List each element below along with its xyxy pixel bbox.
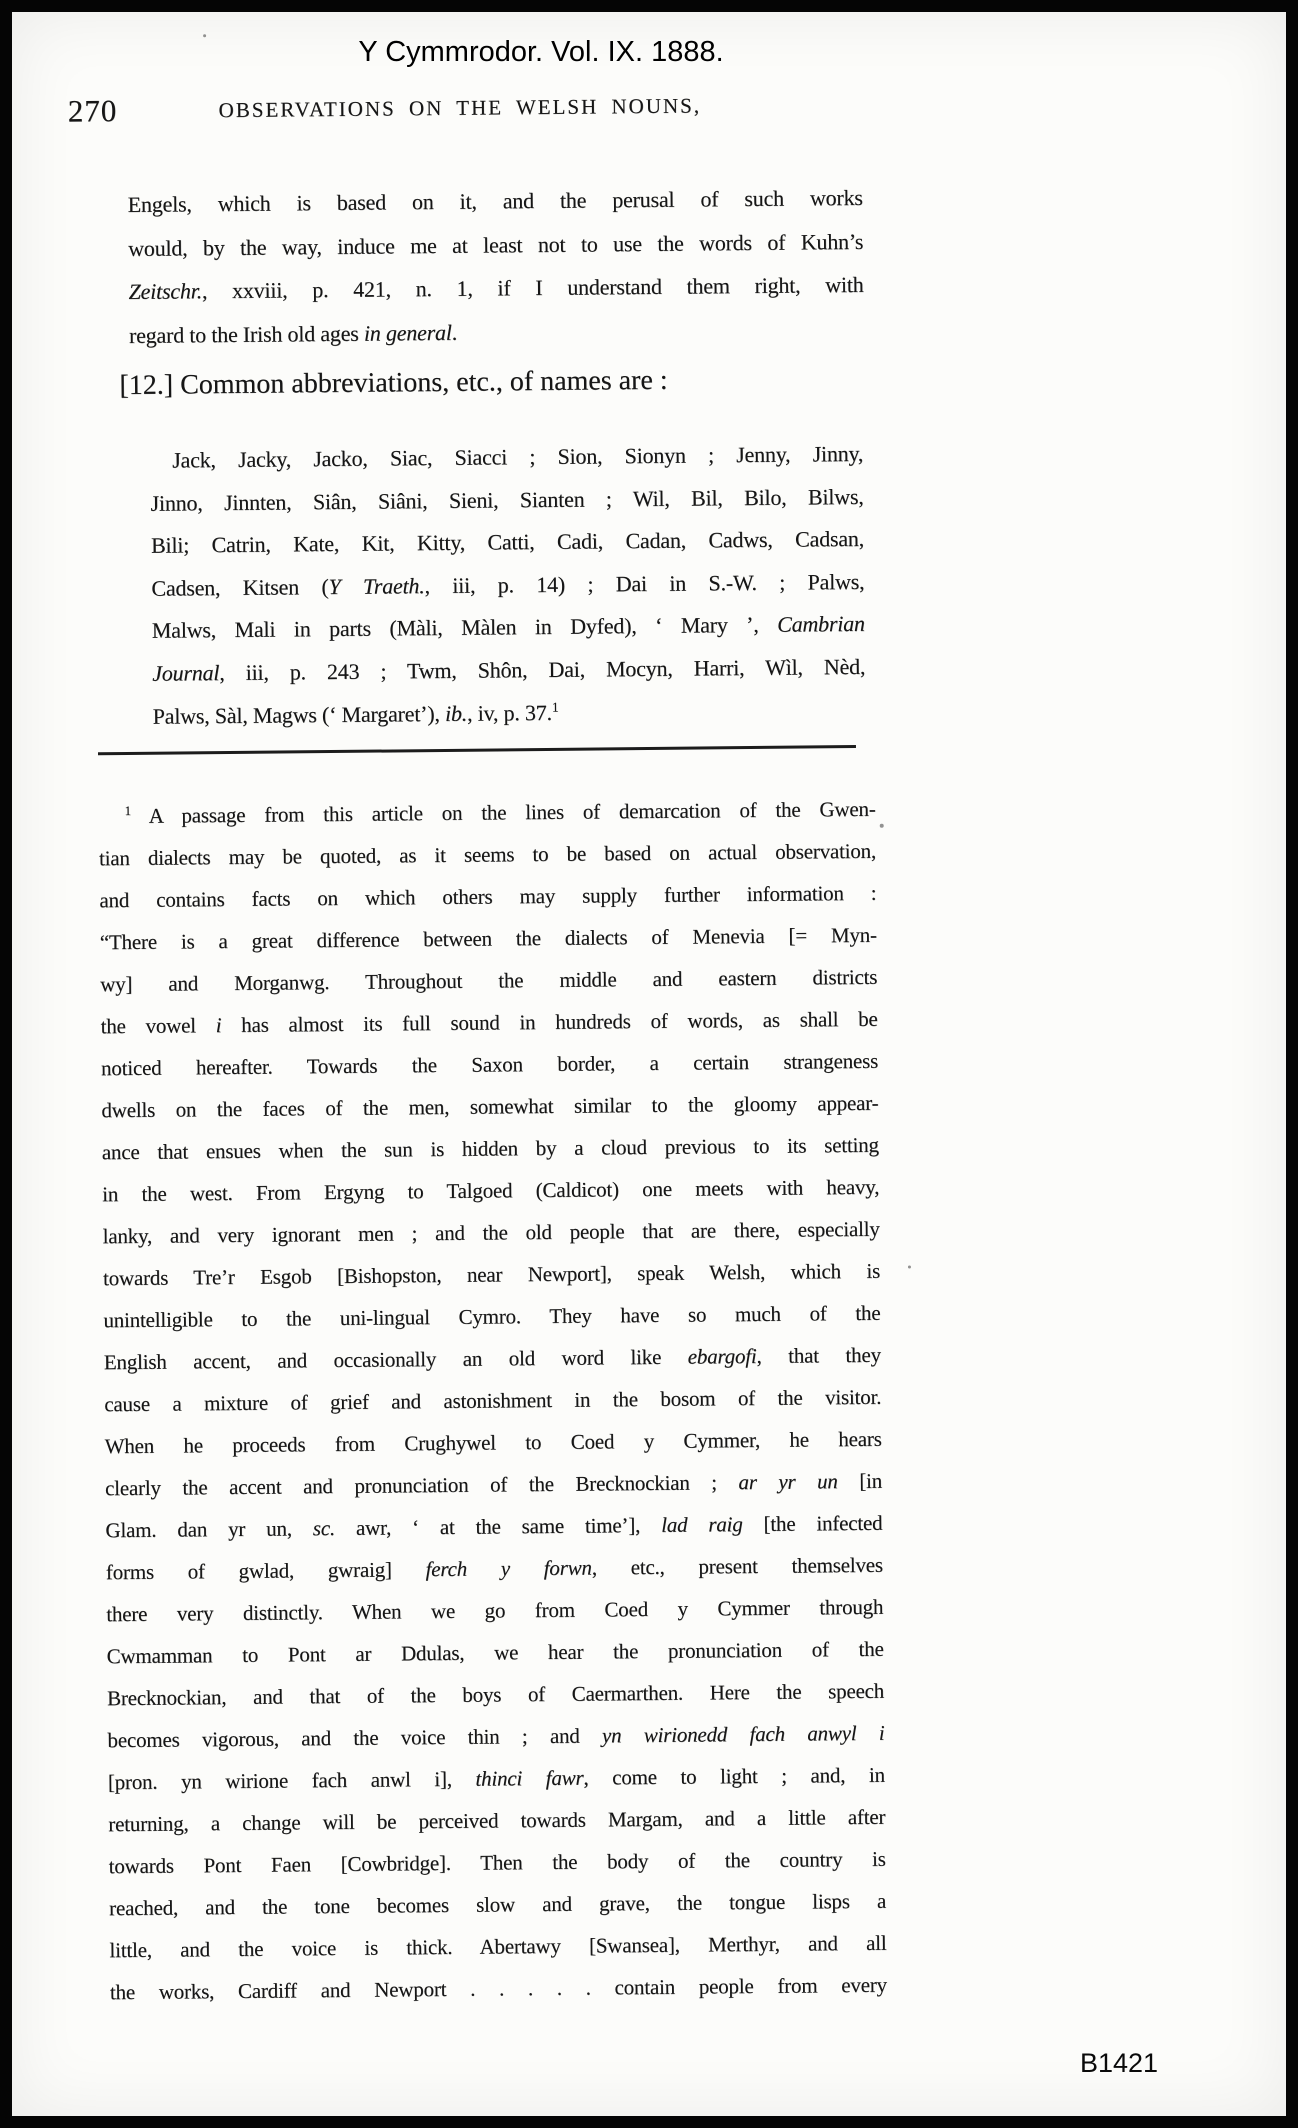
text-line: and contains facts on which others may supply further information : [99,880,877,913]
text-line: the works, Cardiff and Newport . . . . . contain people from every [109,1972,887,2005]
text-line: Zeitschr., xxviii, p. 421, n. 1, if I understand them right, with [128,271,864,304]
names-paragraph [150,433,866,738]
text-line: lanky, and very ignorant men ; and the old people that are there, especially [102,1216,880,1249]
text-line: “There is a great difference between the dialects of Menevia [= Myn- [99,922,877,955]
page-number: 270 [67,93,118,129]
text-line: there very distinctly. When we go from Coed y Cymmer through [106,1594,884,1627]
text-line: Brecknockian, and that of the boys of Caermarthen. Here the speech [106,1678,885,1711]
text-line: reached, and the tone becomes slow and grave, the tongue lisps a [108,1888,887,1921]
text-line: $^1$ A passage from this article on the lines of demarcation of the Gwen- [124,796,876,828]
scanned-page [12,12,1286,2116]
text-line: tian dialects may be quoted, as it seems to be based on actual observation, [98,838,877,871]
text-line: unintelligible to the uni-lingual Cymro. They have so much of the [103,1300,881,1333]
footnote [98,788,887,2013]
text-line: returning, a change will be perceived towards Margam, and a little after [108,1804,886,1837]
text-line: Jinno, Jinnten, Siân, Siâni, Sieni, Sianten ; Wil, Bil, Bilo, Bilws, [150,483,864,516]
text-line: ance that ensues when the sun is hidden by a cloud previous to its setting [101,1132,879,1165]
text-line: When he proceeds from Crughywel to Coed y Cymmer, he hears [104,1426,882,1459]
scan-speckle [880,824,884,828]
text-line: clearly the accent and pronunciation of the Brecknockian ; ar yr un [in [104,1468,883,1501]
text-line: Glam. dan yr un, sc. awr, ‘ at the same time’], lad raig [the infected [105,1510,883,1543]
text-line: the vowel i has almost its full sound in hundreds of words, as shall be [100,1006,878,1039]
text-line: forms of gwlad, gwraig] ferch y forwn, etc., present themselves [105,1552,883,1585]
text-line: [pron. yn wirione fach anwl i], thinci fawr, come to light ; and, in [107,1762,885,1795]
text-line: English accent, and occasionally an old word like ebargofi, that they [103,1342,881,1375]
section-heading: [12.] Common abbreviations, etc., of names are : [119,364,668,402]
text-line: Cwmamman to Pont ar Ddulas, we hear the pronunciation of the [106,1636,884,1669]
text-line: little, and the voice is thick. Abertawy [Swansea], Merthyr, and all [109,1930,887,1963]
text-line: dwells on the faces of the men, somewhat similar to the gloomy appear- [101,1090,879,1123]
scan-speckle [908,1265,911,1268]
text-line: Bili; Catrin, Kate, Kit, Kitty, Catti, Cadi, Cadan, Cadws, Cadsan, [150,526,865,558]
footnote-rule [98,745,856,755]
text-line: would, by the way, induce me at least not to use the words of Kuhn’s [128,228,864,261]
text-line: Malws, Mali in parts (Màli, Màlen in Dyfed), ‘ Mary ’, Cambrian [151,611,865,644]
text-line: Cadsen, Kitsen (Y Traeth., iii, p. 14) ; Dai in S.-W. ; Palws, [151,568,865,601]
text-line: wy] and Morganwg. Throughout the middle and eastern districts [100,964,878,997]
scan-speckle [203,34,206,37]
text-line: Jack, Jacky, Jacko, Siac, Siacci ; Sion, Sionyn ; Jenny, Jinny, [172,440,864,473]
text-line: noticed hereafter. Towards the Saxon border, a certain strangeness [100,1048,879,1081]
scan-content [12,12,1286,2116]
intro-paragraph [128,176,865,357]
text-line: towards Tre’r Esgob [Bishopston, near Newport], speak Welsh, which is [102,1258,881,1291]
text-line: in the west. From Ergyng to Talgoed (Caldicot) one meets with heavy, [102,1174,880,1207]
text-line: Journal, iii, p. 243 ; Twm, Shôn, Dai, Mocyn, Harri, Wìl, Nèd, [152,653,866,686]
running-header: OBSERVATIONS ON THE WELSH NOUNS, [218,93,702,123]
text-line: Engels, which is based on it, and the perusal of such works [127,184,863,217]
text-line: Palws, Sàl, Magws (‘ Margaret’), ib., iv, p. 37.$^1$ [152,699,559,729]
archive-label: B1421 [1080,2048,1159,2078]
text-line: cause a mixture of grief and astonishment in the bosom of the visitor. [104,1384,882,1417]
text-line: becomes vigorous, and the voice thin ; and yn wirionedd fach anwyl i [107,1720,885,1753]
text-line: regard to the Irish old ages in general. [128,319,458,348]
journal-title-overlay: Y Cymmrodor. Vol. IX. 1888. [358,36,724,68]
text-line: towards Pont Faen [Cowbridge]. Then the body of the country is [108,1846,886,1879]
